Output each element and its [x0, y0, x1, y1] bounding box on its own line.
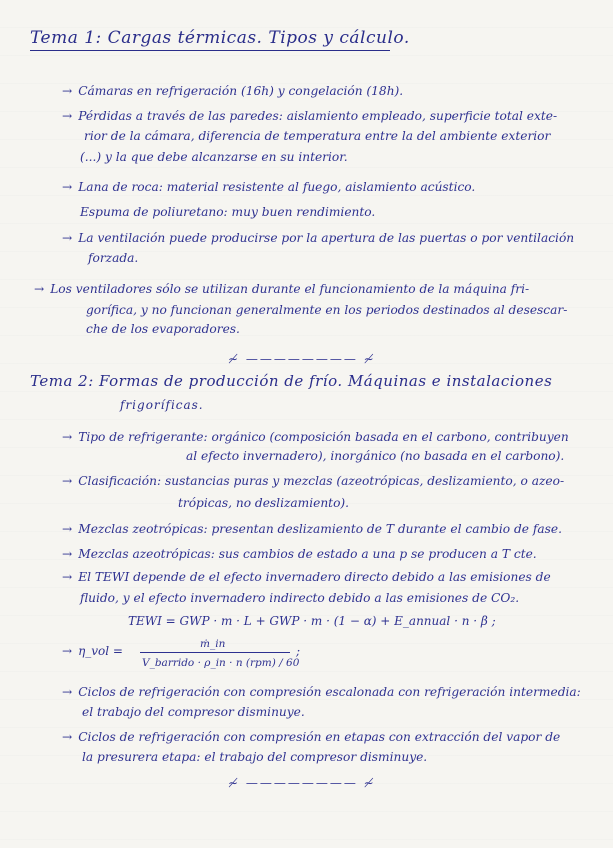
tewi-formula: TEWI = GWP · m · L + GWP · m · (1 − α) + E_annual · n · β ; [128, 614, 496, 628]
tema1-title: Tema 1: Cargas térmicas. Tipos y cálculo. [30, 28, 410, 48]
note-line: → Lana de roca: material resistente al fuego, aislamiento acústico. [62, 180, 476, 194]
note-line: → Mezclas azeotrópicas: sus cambios de estado a una p se producen a T cte. [62, 547, 537, 561]
section-separator: ≁ ———————— ≁ [228, 352, 376, 366]
tema2-title: Tema 2: Formas de producción de frío. Máquinas e instalaciones [30, 372, 553, 390]
note-line: → Cámaras en refrigeración (16h) y congelación (18h). [62, 84, 404, 98]
note-line: → La ventilación puede producirse por la apertura de las puertas o por ventilación [62, 231, 575, 245]
title-underline [30, 50, 390, 51]
fraction-bar [140, 652, 290, 653]
note-line: al efecto invernadero), inorgánico (no basada en el carbono). [186, 449, 565, 463]
section-separator: ≁ ———————— ≁ [228, 776, 376, 790]
note-line: fluido, y el efecto invernadero indirecto debido a las emisiones de CO₂. [80, 591, 520, 605]
note-line: la presurera etapa: el trabajo del compresor disminuye. [82, 750, 428, 764]
note-line: → Ciclos de refrigeración con compresión escalonada con refrigeración intermedia: [62, 685, 581, 699]
note-line: el trabajo del compresor disminuye. [82, 705, 305, 719]
note-line: rior de la cámara, diferencia de temperatura entre la del ambiente exterior [84, 129, 551, 143]
note-line: Espuma de poliuretano: muy buen rendimiento. [80, 205, 376, 219]
note-line: → Tipo de refrigerante: orgánico (composición basada en el carbono, contribuyen [62, 430, 569, 444]
note-line: → Clasificación: sustancias puras y mezclas (azeotrópicas, deslizamiento, o azeo- [62, 474, 565, 488]
note-line: → El TEWI depende de el efecto invernadero directo debido a las emisiones de [62, 570, 551, 584]
note-line: → Pérdidas a través de las paredes: aislamiento empleado, superficie total exte- [62, 109, 558, 123]
note-line: gorífica, y no funcionan generalmente en los periodos destinados al desescar- [86, 303, 568, 317]
eta-formula-lhs: → η_vol = [62, 644, 123, 658]
eta-formula-end: ; [296, 644, 301, 658]
note-line: → Ciclos de refrigeración con compresión en etapas con extracción del vapor de [62, 730, 561, 744]
note-line: forzada. [88, 251, 139, 265]
eta-formula-denominator: V_barrido · ρ_in · n (rpm) / 60 [142, 657, 300, 669]
note-line: che de los evaporadores. [86, 322, 240, 336]
note-line: (...) y la que debe alcanzarse en su interior. [80, 150, 348, 164]
tema2-title-cont: frigoríficas. [120, 398, 204, 412]
note-line: → Los ventiladores sólo se utilizan durante el funcionamiento de la máquina fri- [34, 282, 530, 296]
note-line: → Mezclas zeotrópicas: presentan deslizamiento de T durante el cambio de fase. [62, 522, 562, 536]
note-line: trópicas, no deslizamiento). [178, 496, 350, 510]
eta-formula-numerator: ṁ_in [200, 638, 226, 650]
